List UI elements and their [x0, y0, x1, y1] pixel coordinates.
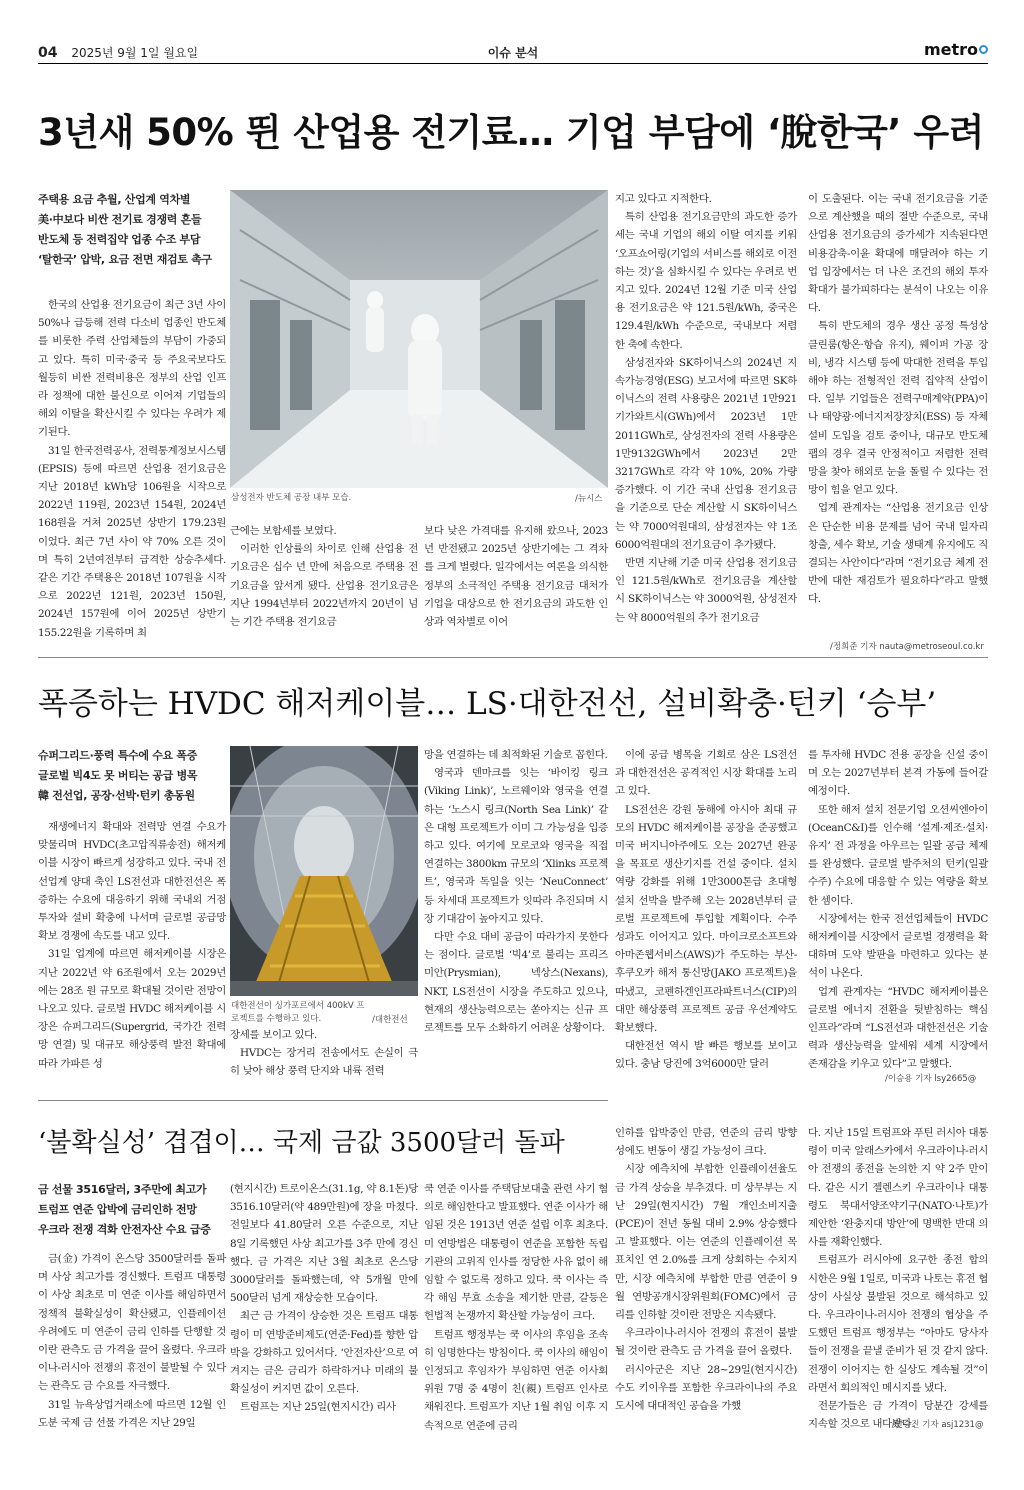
- article2-col2: 장세를 보이고 있다. HVDC는 장거리 전송에서도 손실이 극히 낮아 해상 풍력 단지와 내륙 전력: [230, 1029, 418, 1078]
- article1-photo-caption: 삼성전자 반도체 공장 내부 모습.: [231, 493, 352, 503]
- article2-subheads: 슈퍼그리드·풍력 특수에 수요 폭증 글로벌 빅4도 못 버티는 공급 병목 韓 전선업, 공장·선박·턴키 총동원: [38, 749, 198, 802]
- article2-photo-caption: 대한전선이 싱가포르에서 400kV 프로젝트를 수행하고 있다.: [231, 1001, 365, 1024]
- article3-byline: /안승진 기자 asj1231@: [892, 1420, 984, 1430]
- article2-col4: 이에 공급 병목을 기회로 삼은 LS전선과 대한전선은 공격적인 시장 확대를 노리고 있다. LS전선은 강원 동해에 아시아 최대 규모의 HVDC 해저케이블 공장을 준공했고 미국 버지니아주에도 오는 2027년 완공을 목표로 생산기지를 건설 중이다. 설치 역량 강화를 위해 1만3000톤급 초대형 설치 선박을 발주해 오는 2028년부터 글로벌 프로젝트에 투입할 계획이다. 수주 성과도 이어지고 있다. 마이크로소프트와 아마존웹서비스(AWS)가 주도하는 부산-후쿠오카 해저 통신망(JAKO 프로젝트)을 따냈고, 코펜하겐인프라파트너스(CIP)의 대만 해상풍력 프로젝트 공급 우선계약도 확보했다. 대한전선 역시 발 빠른 행보를 보이고 있다. 충남 당진에 3억6000만 달러: [615, 749, 797, 1071]
- article1-col5: 이 도출된다. 이는 국내 전기요금을 기준으로 계산했을 때의 절반 수준으로, 국내 산업용 전기요금의 증가세가 지속된다면 비용감축-이윤 확대에 매달려야 하는 기업 입장에서는 더 나은 조건의 해외 투자 확대가 불가피하다는 분석이 나오는 이유다. 특히 반도체의 경우 생산 공정 특성상 클린룸(항온·항습 유지), 웨이퍼 가공 장비, 냉각 시스템 등에 막대한 전력을 투입해야 하는 전형적인 전력 집약적 산업이다. 일부 기업들은 전력구매계약(PPA)이나 태양광·에너지저장장치(ESS) 등 자체 설비 도입을 검토 중이나, 대규모 반도체 팹의 경우 결국 안정적이고 저렴한 전력망을 찾아 해외로 눈을 돌릴 수 있다는 전망이 힘을 얻고 있다. 업계 관계자는 “산업용 전기요금 인상은 단순한 비용 문제를 넘어 국내 일자리 창출, 세수 확보, 기술 생태계 유지에도 직결되는 사안이다”라며 “전기요금 체계 전반에 대한 재검토가 필요하다”라고 말했다.: [808, 193, 988, 606]
- cleanroom-photo: [230, 190, 608, 488]
- article3-headline: ‘불확실성’ 겹겹이… 국제 금값 3500달러 돌파: [38, 1128, 565, 1158]
- article1-byline: /정희준 기자 nauta@metroseoul.co.kr: [830, 642, 984, 652]
- issue-date: 2025년 9월 1일 월요일: [71, 46, 199, 60]
- article3-col4: 인하를 압박중인 만큼, 연준의 금리 방향성에도 변동이 생길 가능성이 크다. 시장 예측치에 부합한 인플레이션율도 금 가격 상승을 부추겼다. 미 상무부는 지난 29일(현지시간) 7월 개인소비지출(PCE)이 전년 동월 대비 2.9% 상승했다고 발표했다. 이는 연준의 인플레이션 목표치인 연 2.0%를 크게 상회하는 수치지만, 시장 예측치에 부합한 만큼 연준이 9월 연방공개시장위원회(FOMC)에서 금리를 인하할 것이란 전망은 지속됐다. 우크라이나-러시아 전쟁의 휴전이 불발될 것이란 관측도 금 가격을 끌어 올렸다. 러시아군은 지난 28~29일(현지시간) 수도 키이우를 포함한 우크라이나의 주요 도시에 대대적인 공습을 가했: [615, 1127, 797, 1413]
- article3-col3: 쿡 연준 이사를 주택담보대출 관련 사기 혐의로 해임한다고 발표했다. 연준 이사가 해임된 것은 1913년 연준 설립 이후 최초다. 미 연방법은 대통령이 연준을 포함한 독립기관의 고위직 인사를 정당한 사유 없이 해임할 수 없도록 정하고 있다. 쿡 이사는 즉각 해임 무효 소송을 제기한 만큼, 갈등은 헌법적 논쟁까지 확산할 가능성이 크다. 트럼프 행정부는 쿡 이사의 후임을 조속히 임명한다는 방침이다. 쿡 이사의 해임이 인정되고 후임자가 부임하면 연준 이사회 위원 7명 중 4명이 친(親) 트럼프 인사로 채워진다. 트럼프가 지난 1월 취임 이후 지속적으로 연준에 금리: [424, 1183, 608, 1432]
- article2-headline: 폭증하는 HVDC 해저케이블… LS·대한전선, 설비확충·턴키 ‘승부’: [38, 686, 937, 722]
- page-number: 04: [38, 45, 58, 61]
- article2-byline: /이승용 기자 lsy2665@: [885, 1074, 977, 1084]
- tunnel-photo: [230, 746, 418, 996]
- article3-col1: 금(金) 가격이 온스당 3500달러를 돌파며 사상 최고가를 경신했다. 트럼프 대통령이 사상 최초로 미 연준 이사를 해임하면서 정책적 불확실성이 확산됐고, 인플레이션 우려에도 미 연준이 금리 인하를 단행할 것이란 관측도 금 가격을 끌어 올렸다. 우크라이나-러시아 전쟁의 휴전이 불발될 수 있다는 관측도 금 수요를 자극했다. 31일 뉴욕상업거래소에 따르면 12월 인도분 국제 금 선물 가격은 지난 29일: [38, 1253, 226, 1429]
- article1-col3: 보다 낮은 가격대를 유지해 왔으나, 2023년 반전됐고 2025년 상반기에는 그 격차를 크게 벌렸다. 일각에서는 여론을 의식한 정부의 소극적인 주택용 전기요금 대처가 기업을 대상으로 한 전기요금의 과도한 인상과 역차별로 이어: [424, 525, 608, 629]
- article3-col5: 다. 지난 15일 트럼프와 푸틴 러시아 대통령이 미국 알래스카에서 우크라이나-러시아 전쟁의 종전을 논의한 지 약 2주 만이다. 같은 시기 젤렌스키 우크라이나 대통령도 북대서양조약기구(NATO·나토)가 제안한 ‘완충지대 방안’에 명백한 반대 의사를 재확인했다. 트럼프가 러시아에 요구한 종전 합의 시한은 9월 1일로, 미국과 나토는 휴전 협상이 사실상 불발된 것으로 해석하고 있다. 우크라이나-러시아 전쟁의 협상을 주도했던 트럼프 행정부는 “아마도 당사자들이 전쟁을 끝낼 준비가 된 것 같지 않다. 전쟁이 이어지는 한 실상도 계속될 것”이라면서 회의적인 메시지를 냈다. 전문가들은 금 가격이 당분간 강세를 지속할 것으로 내다봤다.: [808, 1127, 988, 1431]
- article2-col1: 재생에너지 확대와 전력망 연결 수요가 맞물리며 HVDC(초고압직류송전) 해저케이블 시장이 빠르게 성장하고 있다. 국내 전선업계 양대 축인 LS전선과 대한전선은 폭증하는 수요에 대응하기 위해 국내외 거점 투자와 설비 확충에 나서며 글로벌 공급망 확보 경쟁에 속도를 내고 있다. 31일 업계에 따르면 해저케이블 시장은 지난 2022년 약 6조원에서 오는 2029년에는 28조 원 규모로 확대될 것이란 전망이 나오고 있다. 글로벌 HVDC 해저케이블 시장은 슈퍼그리드(Supergrid, 국가간 전력망 연결) 및 대규모 해상풍력 발전 확대에 따라 가파른 성: [38, 821, 226, 1070]
- divider-2: [38, 1100, 608, 1101]
- brand-logo: metro: [924, 40, 988, 59]
- article2-col5: 를 투자해 HVDC 전용 공장을 신설 중이며 오는 2027년부터 본격 가동에 들어갈 예정이다. 또한 해저 설치 전문기업 오션씨엔아이(OceanC&I)를 인수해 ‘설계·제조·설치·유지’ 전 과정을 아우르는 일괄 공급 체제를 완성했다. 글로벌 발주처의 턴키(일괄수주) 수요에 대응할 수 있는 역량을 확보한 셈이다. 시장에서는 한국 전선업체들이 HVDC 해저케이블 시장에서 글로벌 경쟁력을 확대하며 도약 발판을 마련하고 있다는 분석이 나온다. 업계 관계자는 “HVDC 해저케이블은 글로벌 에너지 전환을 뒷받침하는 핵심 인프라”라며 “LS전선과 대한전선은 기술력과 생산능력을 앞세워 세계 시장에서 존재감을 키우고 있다”고 말했다.: [808, 749, 988, 1071]
- article1-subheads: 주택용 요금 추월, 산업계 역차별 美·中보다 비싼 전기료 경쟁력 흔들 반도체 등 전력집약 업종 수조 부담 ‘탈한국’ 압박, 요금 전면 재검토 촉구: [38, 193, 212, 266]
- article3-subheads: 금 선물 3516달러, 3주만에 최고가 트럼프 연준 압박에 금리인하 전망 우크라 전쟁 격화 안전자산 수요 급증: [38, 1183, 211, 1236]
- article1-col1: 한국의 산업용 전기요금이 최근 3년 사이 50%나 급등해 전력 다소비 업종인 반도체를 비롯한 주력 산업체들의 부담이 가중되고 있다. 특히 미국·중국 등 주요국보다도 월등히 비싼 전력비용은 정부의 산업 인프라 정책에 대한 불신으로 이어져 기업들의 해외 이탈을 확산시킬 수 있다는 우려가 제기된다. 31일 한국전력공사, 전력통계정보시스템(EPSIS) 등에 따르면 산업용 전기요금은 지난 2018년 kWh당 106원을 시작으로 2022년 119원, 2023년 154원, 2024년 168원을 거쳐 2025년 상반기 179.23원이었다. 최근 7년 사이 약 70% 오른 것이며 특히 2년여전부터 급격한 상승추세다. 같은 기간 주택용은 2018년 107원을 시작으로 2022년 121원, 2023년 150원, 2024년 157원에 이어 2025년 상반기 155.22원을 기록하며 최: [38, 299, 226, 639]
- article1-photo-credit: /뉴시스: [575, 494, 603, 504]
- article2-photo-credit: /대한전선: [372, 1015, 408, 1025]
- article3-col2: (현지시간) 트로이온스(31.1g, 약 8.1돈)당 3516.10달러(약 489만원)에 장을 마쳤다. 전일보다 41.80달러 오른 수준으로, 지난 8일 기록했던 사상 최고가를 3주 만에 경신했다. 금 가격은 지난 3월 최초로 온스당 3000달러를 돌파했는데, 약 5개월 만에 500달러 넘게 재상승한 모습이다. 최근 금 가격이 상승한 것은 트럼프 대통령이 미 연방준비제도(연준·Fed)를 향한 압박을 강화하고 있어서다. ‘안전자산’으로 여겨지는 금은 금리가 하락하거나 미래의 불확실성이 커지면 값이 오른다. 트럼프는 지난 25일(현지시간) 리사: [230, 1183, 418, 1414]
- article2-col3: 망을 연결하는 데 최적화된 기술로 꼽힌다. 영국과 덴마크를 잇는 ‘바이킹 링크(Viking Link)’, 노르웨이와 영국을 연결하는 ‘노스시 링크(North Sea Link)’ 같은 대형 프로젝트가 이미 그 가능성을 입증하고 있다. 여기에 모로코와 영국을 직접 연결하는 3800km 규모의 ‘Xlinks 프로젝트’, 영국과 독일을 잇는 ‘NeuConnect’ 등 차세대 프로젝트가 잇따라 추진되며 시장 기대감이 높아지고 있다. 다만 수요 대비 공급이 따라가지 못한다는 점이다. 글로벌 ‘빅4’로 불리는 프리즈미안(Prysmian), 넥상스(Nexans), NKT, LS전선이 시장을 주도하고 있으나, 현재의 생산능력으로는 쏟아지는 신규 프로젝트를 모두 소화하기 어려운 상황이다.: [424, 749, 608, 1035]
- page-header: [38, 38, 988, 64]
- section-name: 이슈 분석: [487, 46, 539, 60]
- article1-col2: 근에는 보합세를 보였다. 이러한 인상률의 차이로 인해 산업용 전기요금은 십수 년 만에 처음으로 주택용 전기요금을 앞서게 됐다. 산업용 전기요금은 지난 1994년부터 2022년까지 20년이 넘는 기간 주택용 전기요금: [230, 525, 418, 629]
- article1-col4: 지고 있다고 지적한다. 특히 산업용 전기요금만의 과도한 증가세는 국내 기업의 해외 이탈 여지를 키워 ‘오프쇼어링(기업의 서비스를 해외로 이전하는 것)’을 심화시킬 수 있다는 우려로 번지고 있다. 2024년 12월 기준 미국 산업용 전기요금은 약 121.5원/kWh, 중국은 129.4원/kWh 수준으로, 국내보다 저렴한 축에 속한다. 삼성전자와 SK하이닉스의 2024년 지속가능경영(ESG) 보고서에 따르면 SK하이닉스의 전력 사용량은 2021년 1만921기가와트시(GWh)에서 2023년 1만2011GWh로, 삼성전자의 전력 사용량은 1만9132GWh에서 2023년 2만3217GWh로 각각 약 10%, 20% 가량 증가했다. 이 기간 국내 산업용 전기요금을 기준으로 단순 계산할 시 SK하이닉스는 약 7000억원대의, 삼성전자는 약 1조6000억원대의 전기요금이 추가됐다. 반면 지난해 기준 미국 산업용 전기요금인 121.5원/kWh로 전기요금을 계산할 시 SK하이닉스는 약 3000억원, 삼성전자는 약 8000억원의 추가 전기요금: [615, 193, 797, 624]
- article1-headline: 3년새 50% 뛴 산업용 전기료… 기업 부담에 ‘脫한국’ 우려: [38, 111, 984, 154]
- divider-1: [38, 657, 988, 658]
